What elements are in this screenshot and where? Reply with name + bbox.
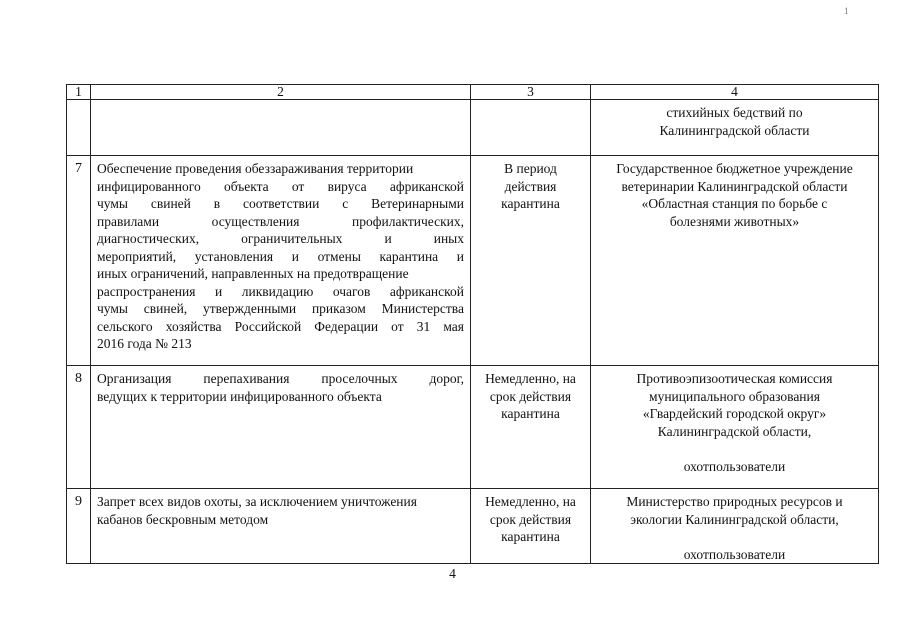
description-line: чумы свиней, утвержденными приказом Министерства <box>97 301 464 316</box>
responsible-line: Калининградской области, <box>657 423 812 439</box>
responsible-line: «Областная станция по борьбе с <box>641 196 828 211</box>
description-line: мероприятий, установления и отмены карантина и <box>97 248 464 264</box>
period-line: В период <box>504 161 557 176</box>
description-line: распространения и ликвидацию очагов африканской <box>97 283 464 299</box>
continuation-description-cell <box>91 100 471 156</box>
period-line: карантина <box>501 529 560 544</box>
description-line: Запрет всех видов охоты, за исключением уничтожения <box>97 494 417 509</box>
responsible-line: Государственное бюджетное учреждение <box>616 161 853 176</box>
continuation-number-cell <box>67 100 91 156</box>
responsible-line: охотпользователи <box>683 546 786 562</box>
row-responsible <box>591 489 879 564</box>
period-line: срок действия <box>489 511 572 527</box>
row-description <box>91 366 471 489</box>
responsible-spacer <box>597 440 872 458</box>
description-line: сельского хозяйства Российской Федерации от 31 мая <box>97 318 464 334</box>
corner-mark: 1 <box>844 6 849 16</box>
responsible-spacer <box>597 528 872 546</box>
responsible-line: Калининградской области <box>659 122 810 138</box>
row-responsible <box>591 366 879 489</box>
row-description <box>91 156 471 366</box>
period-line: карантина <box>501 406 560 421</box>
table-row <box>67 156 879 366</box>
row-description <box>91 489 471 564</box>
table-row <box>67 366 879 489</box>
row-period <box>471 366 591 489</box>
period-line: Немедленно, на <box>485 494 576 509</box>
period-line: срок действия <box>489 388 572 404</box>
responsible-line: болезнями животных» <box>669 213 800 229</box>
row-responsible <box>591 156 879 366</box>
header-col-2: 2 <box>91 85 471 100</box>
header-col-1: 1 <box>67 85 91 100</box>
responsible-line: муниципального образования <box>649 388 820 404</box>
responsible-line: Министерство природных ресурсов и <box>626 494 843 509</box>
period-line: действия <box>504 178 557 194</box>
description-line: инфицированного объекта от вируса африканской <box>97 178 464 194</box>
description-line: 2016 года № 213 <box>97 336 192 351</box>
header-col-3: 3 <box>471 85 591 100</box>
row-period <box>471 489 591 564</box>
page-number: 4 <box>449 566 456 581</box>
period-line: карантина <box>501 196 560 211</box>
description-line: иных ограничений, направленных на предотвращение <box>97 266 409 281</box>
description-line: Обеспечение проведения обеззараживания территории <box>97 161 414 176</box>
measures-table <box>66 84 879 564</box>
table-row <box>67 489 879 564</box>
description-line: ведущих к территории инфицированного объекта <box>97 388 382 404</box>
description-line: правилами осуществления профилактических, <box>97 213 464 229</box>
responsible-line: Противоэпизоотическая комиссия <box>636 371 833 386</box>
description-line: Организация перепахивания проселочных дорог, <box>97 371 464 386</box>
description-line: чумы свиней в соответствии с Ветеринарными <box>97 196 464 211</box>
row-period <box>471 156 591 366</box>
responsible-line: стихийных бедствий по <box>666 105 803 120</box>
header-col-4: 4 <box>591 85 879 100</box>
responsible-line: ветеринарии Калининградской области <box>621 178 848 194</box>
table-row-continuation <box>67 100 879 156</box>
responsible-line: «Гвардейский городской округ» <box>642 406 827 421</box>
description-line: кабанов бескровным методом <box>97 511 269 527</box>
row-number: 7 <box>67 156 91 366</box>
responsible-line: охотпользователи <box>683 458 786 474</box>
continuation-responsible-cell <box>591 100 879 156</box>
responsible-line: экологии Калининградской области, <box>630 511 839 527</box>
continuation-period-cell <box>471 100 591 156</box>
table-header <box>67 85 879 100</box>
row-number: 9 <box>67 489 91 564</box>
period-line: Немедленно, на <box>485 371 576 386</box>
row-number: 8 <box>67 366 91 489</box>
description-line: диагностических, ограничительных и иных <box>97 231 464 246</box>
